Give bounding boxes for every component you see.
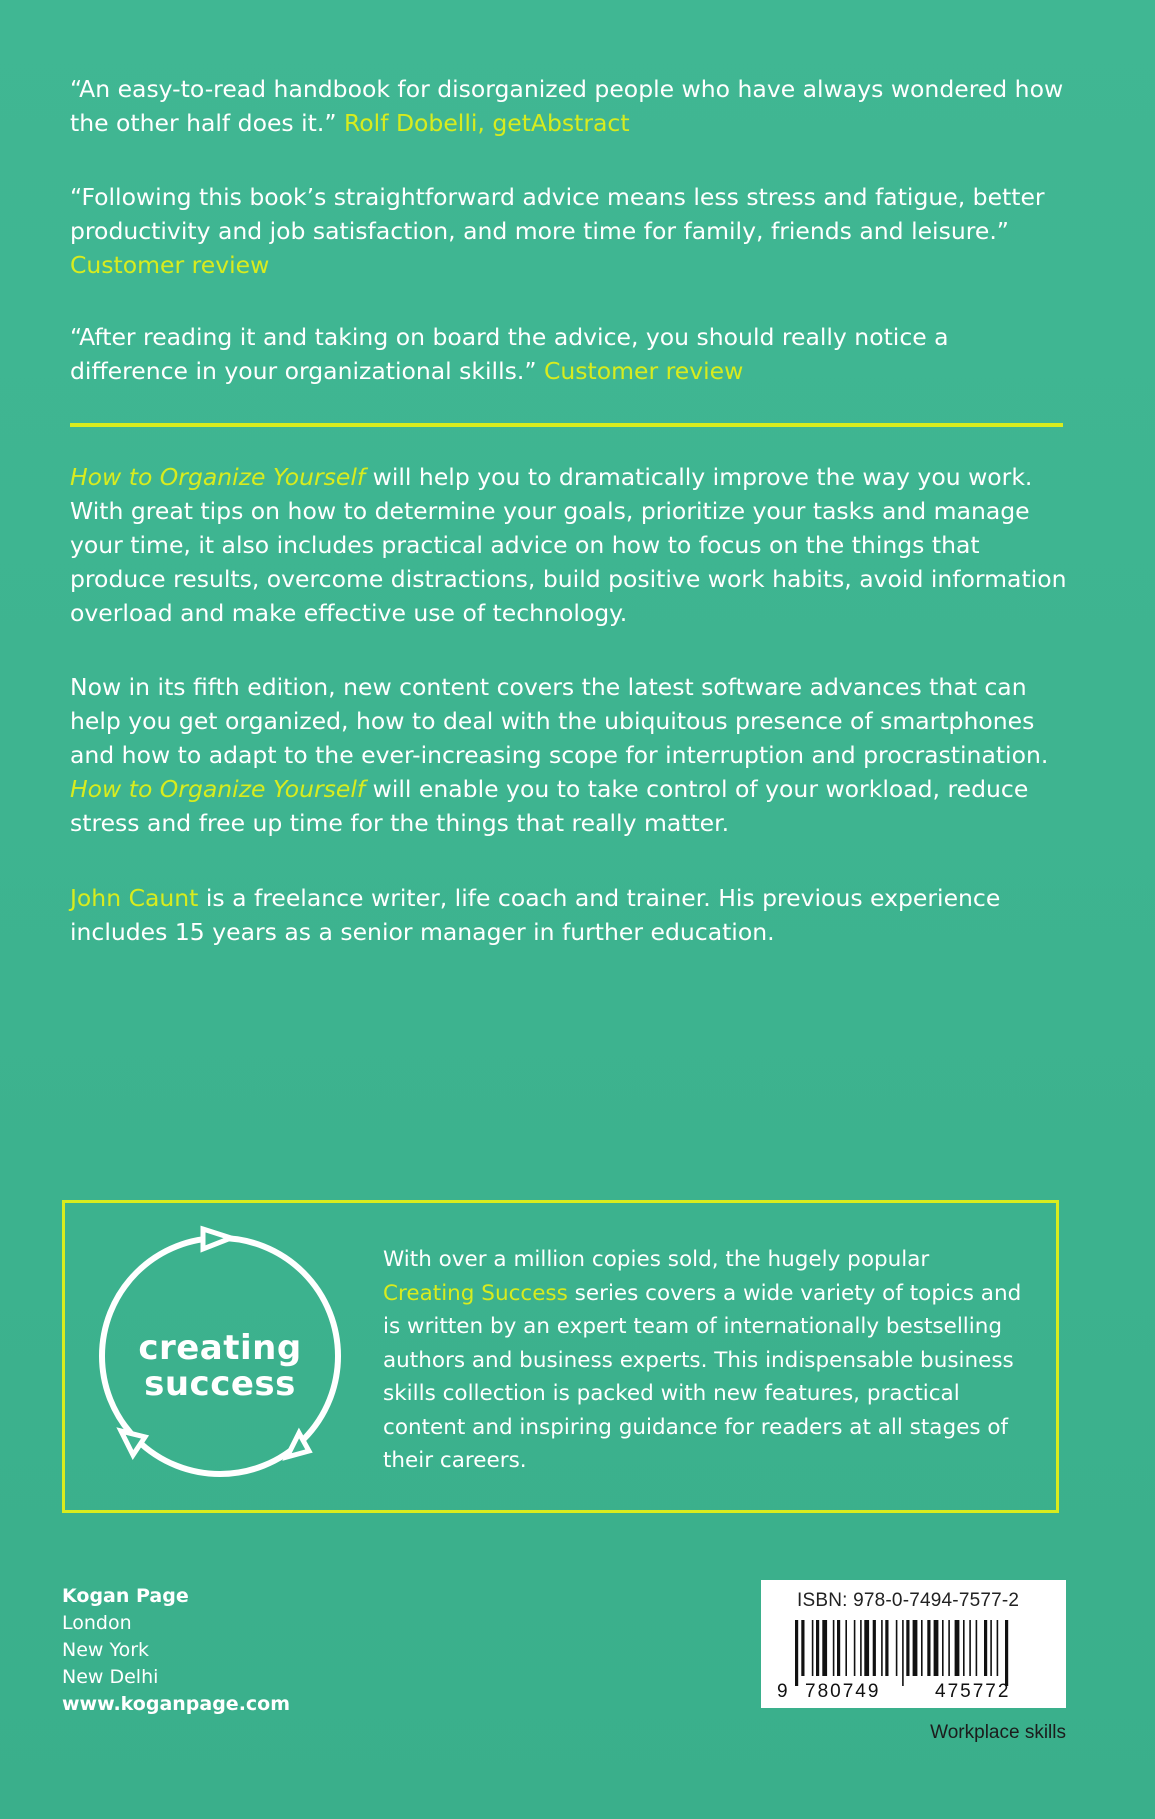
publisher-city: London: [62, 1612, 132, 1634]
barcode-bar: [997, 1620, 999, 1676]
author-name: John Caunt: [70, 884, 199, 912]
barcode-bar: [873, 1620, 876, 1676]
creating-success-logo: [87, 1223, 353, 1489]
barcode-bar: [934, 1620, 939, 1676]
review-quote-1: [70, 72, 1070, 140]
barcode-bar: [822, 1620, 827, 1676]
logo-word-creating: creating: [138, 1328, 302, 1368]
barcode-bar: [801, 1620, 804, 1676]
barcode-bar: [795, 1620, 798, 1686]
barcode-bar: [913, 1620, 918, 1676]
barcode-bar: [896, 1620, 898, 1676]
barcode-bar: [902, 1620, 904, 1686]
review-quote-3: [70, 320, 1070, 388]
barcode-bar: [864, 1620, 869, 1676]
barcode-bar: [906, 1620, 909, 1676]
publisher-city: New York: [62, 1639, 150, 1661]
barcode-bar: [984, 1620, 987, 1676]
series-panel: [62, 1200, 1059, 1513]
series-text: series covers a wide variety of topics and is written by an expert team of internationally bestselling authors and business experts. This indispensable business skills collection is packed with new features, practical content and inspiring guidance for readers at all stages of their careers.: [383, 1280, 1022, 1473]
publisher-name: Kogan Page: [62, 1585, 189, 1607]
series-name: Creating Success: [383, 1280, 568, 1306]
quote-source: Customer review: [70, 251, 270, 279]
barcode-bar: [976, 1620, 978, 1676]
barcode-bar: [860, 1620, 862, 1676]
quote-source: Customer review: [543, 357, 744, 385]
barcode-bar: [921, 1620, 923, 1676]
description-paragraph-1: [70, 460, 1070, 630]
barcode-bar: [955, 1620, 960, 1676]
barcode-digits-right: 475772: [935, 1681, 1011, 1700]
author-bio-text: is a freelance writer, life coach and trainer. His previous experience includes 15 years as a senior manager in further education.: [70, 884, 1001, 946]
author-bio: [70, 881, 1070, 949]
barcode-bar: [837, 1620, 840, 1676]
barcode-bar: [942, 1620, 944, 1676]
quote-text: “Following this book’s straightforward advice means less stress and fatigue, better productivity and job satisfaction, and more time for family, friends and leisure.”: [70, 183, 1045, 245]
review-quote-2: [70, 180, 1070, 282]
description-paragraph-2: [70, 670, 1070, 840]
barcode-icon: [775, 1620, 1055, 1700]
book-title-ref: How to Organize Yourself: [70, 775, 366, 803]
description-text: will enable you to take control of your workload, reduce stress and free up time for the things that really matter.: [70, 775, 1029, 837]
barcode-bar: [845, 1620, 847, 1676]
barcode-bar: [833, 1620, 835, 1676]
logo-word-success: success: [144, 1364, 296, 1404]
barcode-bar: [948, 1620, 950, 1676]
series-description: [383, 1243, 1023, 1478]
description-text: will help you to dramatically improve the way you work. With great tips on how to determine your goals, prioritize your tasks and manage your time, it also includes practical advice on how to focus on the things that produce results, overcome distractions, build positive work habits, avoid information overload and make effective use of technology.: [70, 463, 1067, 627]
barcode-bar: [854, 1620, 856, 1676]
barcode-bar: [963, 1620, 965, 1676]
barcode-bar: [885, 1620, 888, 1676]
description-text: Now in its fifth edition, new content covers the latest software advances that can help you get organized, how to deal with the ubiquitous presence of smartphones and how to adapt to the ever-increasing scope for interruption and procrastination.: [70, 673, 1049, 769]
barcode-bar: [812, 1620, 814, 1676]
barcode-bar: [969, 1620, 971, 1676]
category-label: Workplace skills: [930, 1722, 1066, 1743]
publisher-city: New Delhi: [62, 1666, 159, 1688]
series-text: With over a million copies sold, the hugely popular: [383, 1247, 930, 1272]
quote-text: “After reading it and taking on board the advice, you should really notice a difference in your organizational skills.”: [70, 323, 949, 385]
book-title-ref: How to Organize Yourself: [70, 463, 366, 491]
quote-text: “An easy-to-read handbook for disorganized people who have always wondered how the other half does it.”: [70, 75, 1064, 137]
quote-source: Rolf Dobelli, getAbstract: [344, 109, 630, 137]
isbn-barcode-box: [761, 1580, 1066, 1708]
barcode-bar: [881, 1620, 883, 1676]
isbn-label: ISBN: 978-0-7494-7577-2: [797, 1590, 1020, 1611]
barcode-bar: [927, 1620, 930, 1676]
barcode-digit-first: 9: [777, 1681, 788, 1700]
barcode-bar: [1005, 1620, 1008, 1686]
barcode-digits-left: 780749: [805, 1681, 881, 1700]
divider-rule: [70, 423, 1063, 427]
publisher-website: www.koganpage.com: [62, 1693, 291, 1715]
barcode-bar: [990, 1620, 992, 1676]
barcode-bar: [816, 1620, 819, 1676]
publisher-info: [62, 1583, 290, 1718]
